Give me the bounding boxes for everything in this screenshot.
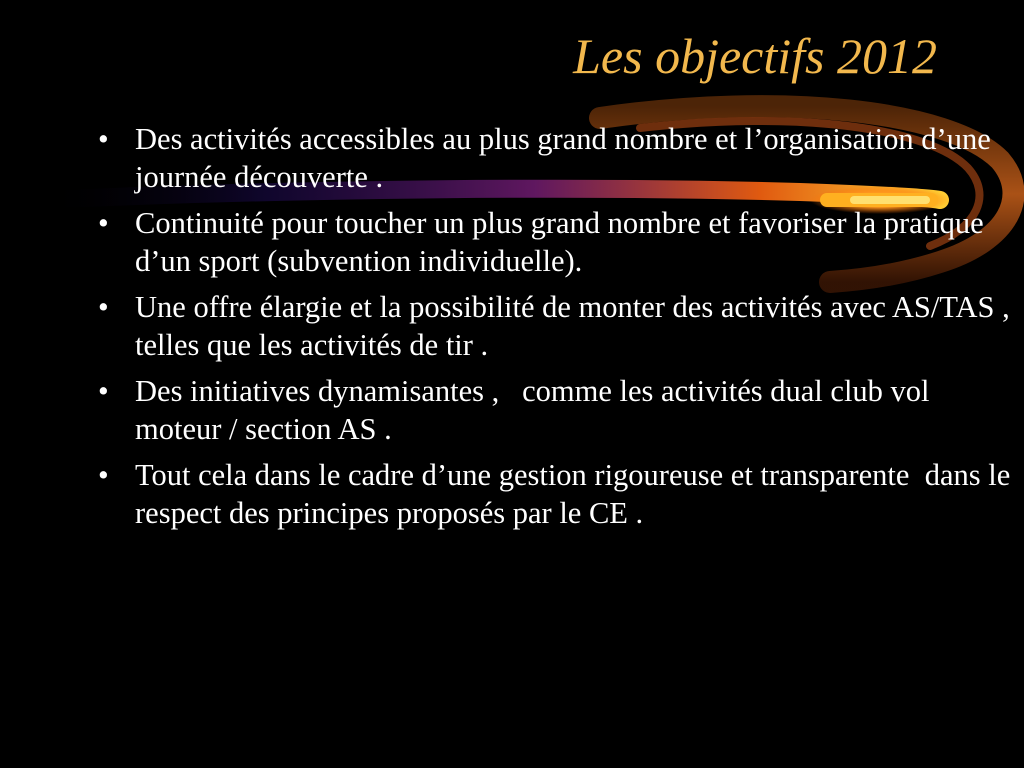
- bullet-text: Des activités accessibles au plus grand nombre et l’organisation d’une journée découverte .: [135, 122, 999, 194]
- bullet-item: [97, 121, 1017, 196]
- bullet-dot-icon: •: [98, 458, 109, 492]
- bullet-text: Des initiatives dynamisantes , comme les activités dual club vol moteur / section AS .: [135, 374, 938, 446]
- bullet-text: Continuité pour toucher un plus grand nombre et favoriser la pratique d’un sport (subvention individuelle).: [135, 206, 992, 278]
- bullet-text: Tout cela dans le cadre d’une gestion rigoureuse et transparente dans le respect des principes proposés par le CE .: [135, 458, 1018, 530]
- bullet-dot-icon: •: [98, 122, 109, 156]
- bullet-dot-icon: •: [98, 290, 109, 324]
- slide-title: Les objectifs 2012: [573, 28, 937, 84]
- bullet-dot-icon: •: [98, 206, 109, 240]
- bullet-item: [97, 289, 1017, 364]
- bullet-item: [97, 457, 1017, 532]
- bullet-item: [97, 373, 1017, 448]
- bullet-text: Une offre élargie et la possibilité de monter des activités avec AS/TAS , telles que les activités de tir .: [135, 290, 1018, 362]
- bullet-item: [97, 205, 1017, 280]
- bullet-dot-icon: •: [98, 374, 109, 408]
- bullet-list: [97, 121, 1017, 541]
